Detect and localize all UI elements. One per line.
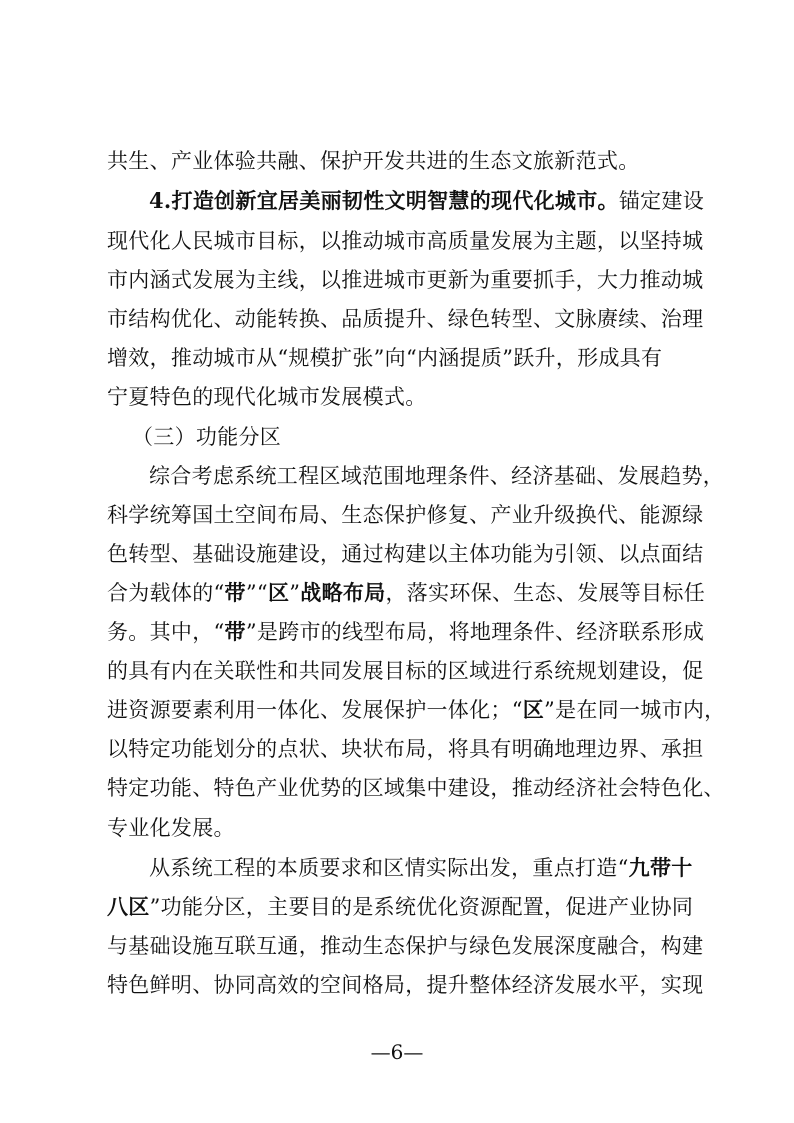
paragraph-line: 特色鲜明、协同高效的空间格局，提升整体经济发展水平，实现 [107,973,704,997]
paragraph-line [107,580,705,608]
paragraph-line: 以特定功能划分的点状、块状布局，将具有明确地理边界、承担 [107,737,704,761]
paragraph-line: 现代化人民城市目标，以推动城市高质量发展为主题，以坚持城 [107,229,704,253]
text-run: ”功能分区，主要目的是系统优化资源配置，促进产业协同 [149,895,694,919]
paragraph-line: 科学统筹国土空间布局、生态保护修复、产业升级换代、能源绿 [107,503,704,527]
text-run: 锚定建设 [618,189,705,213]
paragraph-line: 共生、产业体验共融、保护开发共进的生态文旅新范式。 [107,149,640,173]
text-run: 进资源要素利用一体化、发展保护一体化；“ [107,698,523,722]
paragraph-line [149,188,705,216]
text-run: ，落实环保、生态、发展等目标任 [385,581,705,605]
paragraph-line: 市结构优化、动能转换、品质提升、绿色转型、文脉赓续、治理 [107,307,704,331]
text-run: ” [289,581,301,605]
paragraph-line [107,894,693,922]
paragraph-line: 色转型、基础设施建设，通过构建以主体功能为引领、以点面结 [107,542,704,566]
text-run: ”是跨市的线型布局，将地理条件、经济联系形成 [245,620,705,644]
page-number: —6— [370,1040,424,1064]
text-run: 从系统工程的本质要求和区情实际出发，重点打造“ [149,856,629,880]
bold-term: 带 [224,619,246,644]
paragraph-line: 专业化发展。 [107,816,235,840]
paragraph-line: 宁夏特色的现代化城市发展模式。 [107,385,427,409]
bold-term: 区 [267,580,290,605]
section-title: （三）功能分区 [132,425,282,449]
paragraph-line: 与基础设施互联互通，推动生态保护与绿色发展深度融合，构建 [107,934,704,958]
bold-term: 带 [224,580,246,605]
text-run: ”“ [245,581,268,605]
paragraph-line: 综合考虑系统工程区域范围地理条件、经济基础、发展趋势， [149,464,725,488]
text-run: 合为载体的“ [107,581,225,605]
bold-term: 八区 [107,894,150,919]
paragraph-line: 的具有内在关联性和共同发展目标的区域进行系统规划建设，促 [107,659,704,683]
paragraph-line: 增效，推动城市从“规模扩张”向“内涵提质”跃升，形成具有 [107,346,663,370]
text-run: 务。其中，“ [107,620,225,644]
bold-term: 九带十 [628,855,693,880]
bold-term: 区 [522,697,545,722]
paragraph-line: 特定功能、特色产业优势的区域集中建设，推动经济社会特色化、 [107,776,725,800]
paragraph-line [149,855,693,883]
paragraph-line [107,697,726,725]
paragraph-line [107,619,705,647]
bold-heading: 4.打造创新宜居美丽韧性文明智慧的现代化城市。 [149,188,619,213]
bold-term: 战略布局 [300,580,386,605]
paragraph-line: 市内涵式发展为主线，以推进城市更新为重要抓手，大力推动城 [107,268,704,292]
text-run: ”是在同一城市内， [544,698,726,722]
